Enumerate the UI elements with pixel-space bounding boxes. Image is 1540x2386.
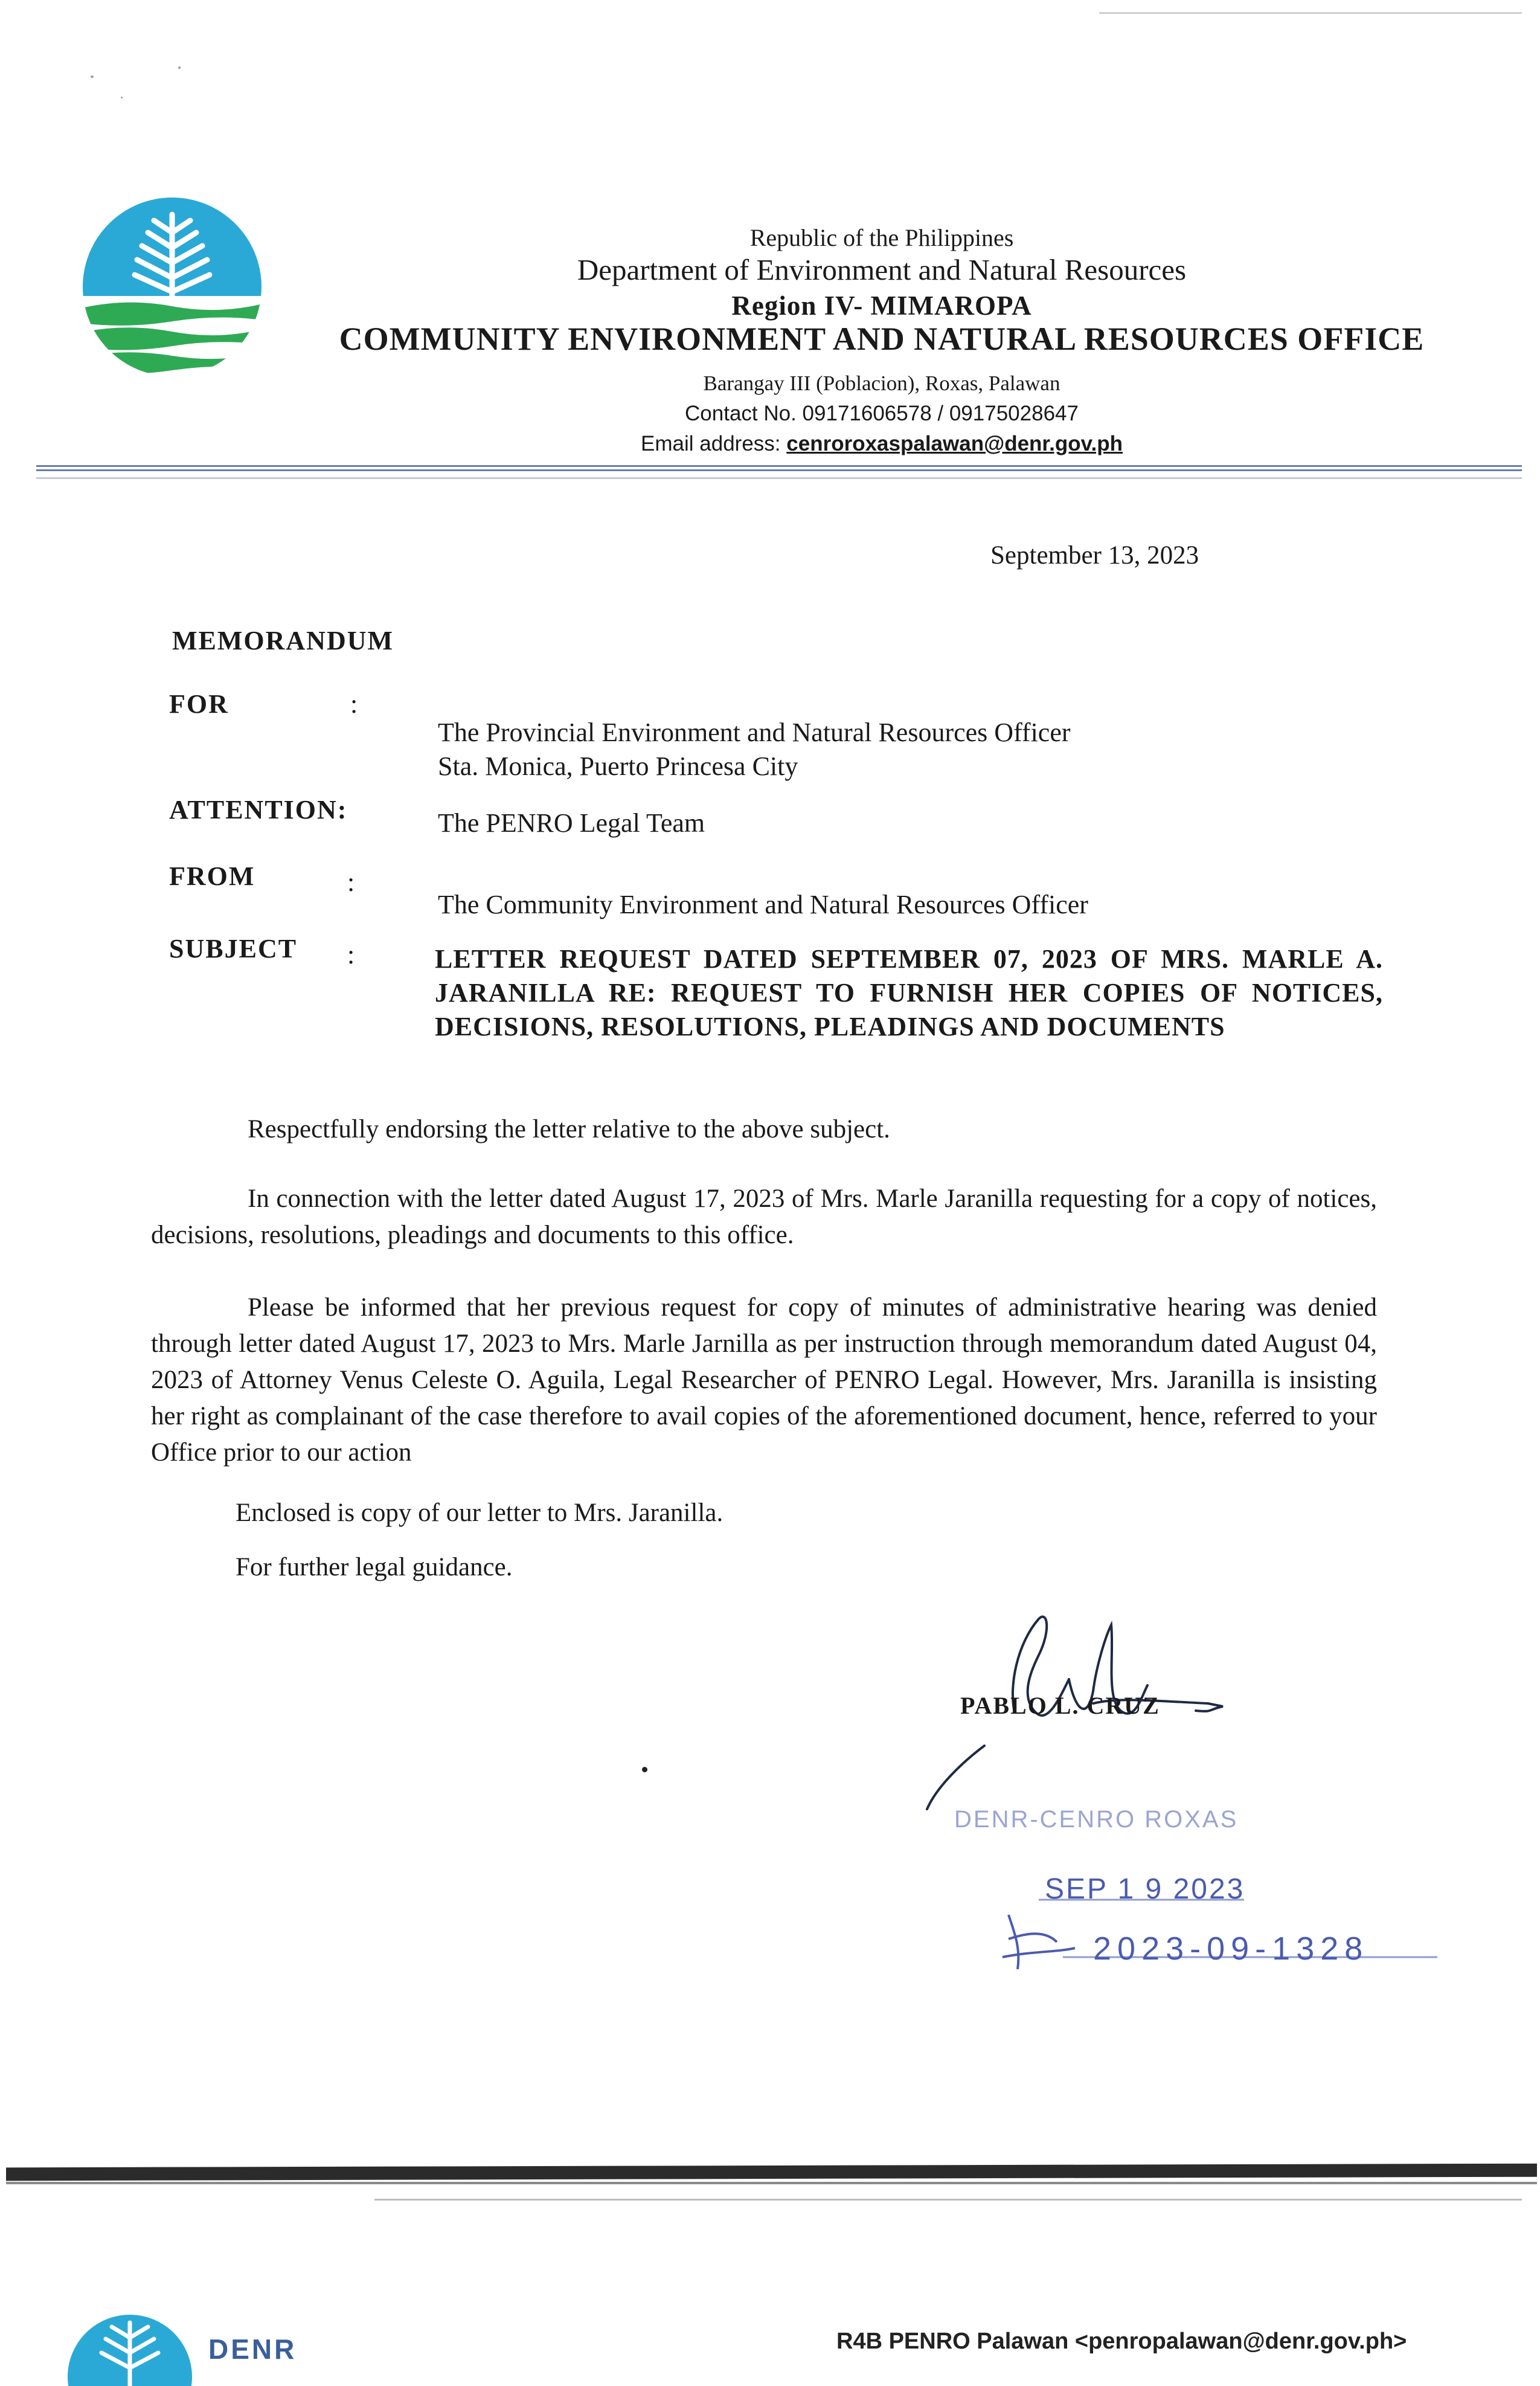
- memo-date: September 13, 2023: [990, 541, 1199, 570]
- republic-line: Republic of the Philippines: [749, 224, 1014, 251]
- paragraph-text: Please be informed that her previous request for copy of minutes of administrative hearing was denied through letter dated August 17, 2023 to Mrs. Marle Jarnilla as per instruction through memorandum dated August 04, 2023 of Attorney Venus Celeste O. Aguila, Legal Researcher of PENRO Legal. However, Mrs. Jaranilla is insisting her right as complainant of the case therefore to avail copies of the aforementioned document, hence, referred to your Office prior to our action: [151, 1293, 1377, 1467]
- stamp-date: SEP 1 9 2023: [1045, 1873, 1245, 1905]
- for-label: FOR: [169, 689, 229, 719]
- paragraph-connection: [151, 1181, 1377, 1253]
- paragraph-guidance: [151, 1549, 1377, 1586]
- attention-value: The PENRO Legal Team: [438, 808, 705, 838]
- scan-edge-line: [1099, 12, 1522, 14]
- for-line-2: Sta. Monica, Puerto Princesa City: [438, 751, 798, 781]
- paragraph-text: In connection with the letter dated August 17, 2023 of Mrs. Marle Jaranilla requesting for a copy of notices, decisions, resolutions, pleadings and documents to this office.: [151, 1185, 1377, 1249]
- footer-brand: DENR: [208, 2333, 297, 2365]
- scan-faint-line: [374, 2199, 1522, 2201]
- scan-page-edge-shadow: [6, 2182, 1537, 2184]
- denr-logo-icon: [82, 196, 263, 378]
- address-line: Barangay III (Poblacion), Roxas, Palawan: [703, 371, 1060, 395]
- department-line: Department of Environment and Natural Resources: [577, 253, 1187, 286]
- region-line: Region IV- MIMAROPA: [731, 291, 1032, 321]
- paragraph-information: [151, 1290, 1377, 1471]
- subject-label: SUBJECT: [169, 934, 298, 963]
- email-link[interactable]: cenroroxaspalawan@denr.gov.ph: [786, 432, 1123, 455]
- header-divider-shadow: [36, 477, 1522, 479]
- paragraph-text: Respectfully endorsing the letter relative to the above subject.: [248, 1115, 890, 1143]
- paragraph-endorsement: [151, 1111, 1377, 1148]
- paragraph-enclosure: [151, 1495, 1377, 1531]
- scan-speck: [91, 76, 94, 78]
- footer-email: R4B PENRO Palawan <penropalawan@denr.gov.ph>: [836, 2329, 1407, 2354]
- attention-label: ATTENTION:: [169, 795, 348, 825]
- scan-speck: [178, 66, 181, 69]
- stamp-office: DENR-CENRO ROXAS: [954, 1806, 1239, 1833]
- signatory-name: PABLO L. CRUZ: [960, 1692, 1160, 1719]
- from-colon: :: [347, 867, 355, 897]
- header-divider: [36, 465, 1522, 471]
- footer-logo-icon: [66, 2314, 193, 2386]
- subject-value: LETTER REQUEST DATED SEPTEMBER 07, 2023 OF MRS. MARLE A. JARANILLA RE: REQUEST TO FURNISH HER COPIES OF NOTICES, DECISIONS, RESOLUTIONS, PLEADINGS AND DOCUMENTS: [435, 944, 1383, 1041]
- for-value: [438, 716, 1404, 783]
- paragraph-text: For further legal guidance.: [236, 1553, 513, 1581]
- from-label: FROM: [169, 861, 255, 891]
- for-line-1: The Provincial Environment and Natural Resources Officer: [438, 718, 1071, 747]
- for-colon: :: [350, 689, 358, 719]
- subject-colon: :: [347, 940, 355, 970]
- stamp-number: 2023-09-1328: [1093, 1931, 1369, 1967]
- email-label: Email address:: [641, 432, 787, 455]
- paragraph-text: Enclosed is copy of our letter to Mrs. Jaranilla.: [236, 1499, 723, 1527]
- email-line: [338, 432, 1425, 456]
- ink-dot: [642, 1767, 647, 1772]
- office-line: COMMUNITY ENVIRONMENT AND NATURAL RESOURCES OFFICE: [339, 321, 1425, 357]
- scan-page-edge: [6, 2164, 1537, 2181]
- from-value: The Community Environment and Natural Resources Officer: [438, 890, 1088, 919]
- scan-speck: [121, 97, 123, 98]
- memo-title: MEMORANDUM: [172, 626, 394, 655]
- contact-line: Contact No. 09171606578 / 09175028647: [685, 402, 1079, 425]
